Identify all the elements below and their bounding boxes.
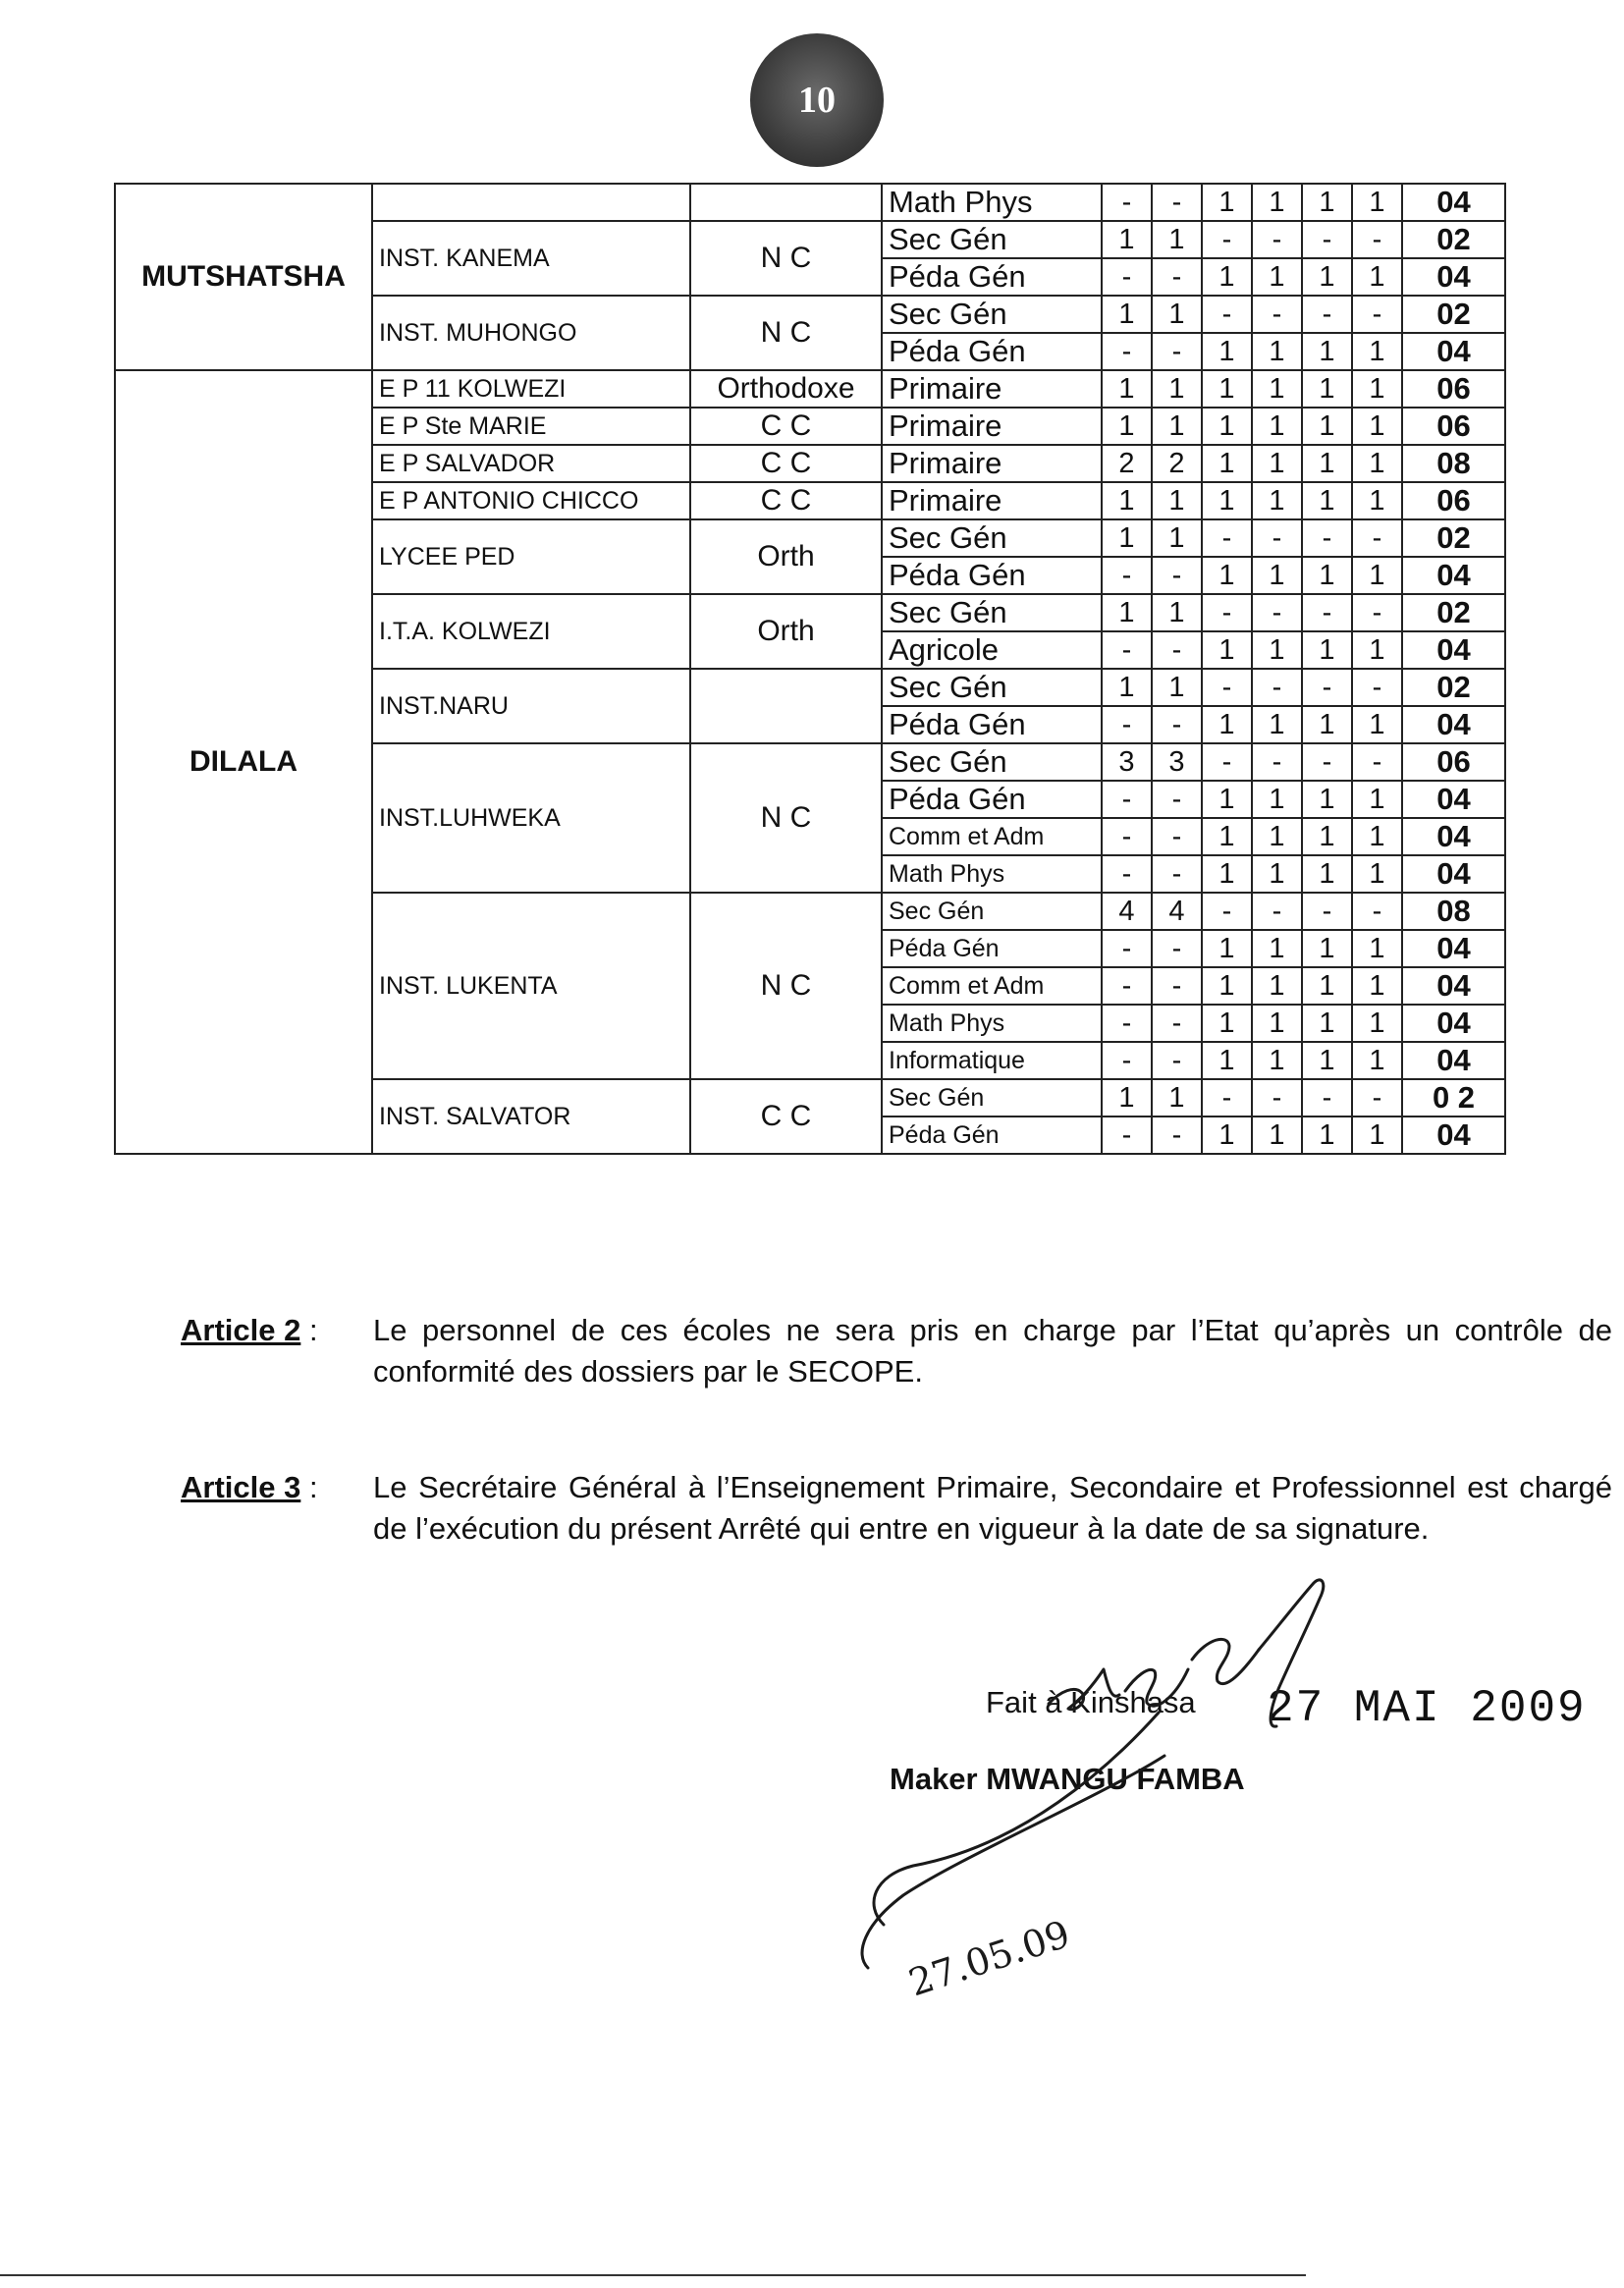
class-count-2: 2: [1152, 445, 1202, 482]
school-name: INST.NARU: [372, 669, 690, 743]
class-count-4: 1: [1252, 818, 1302, 855]
total-classes: 04: [1402, 855, 1505, 893]
class-count-4: 1: [1252, 781, 1302, 818]
class-count-2: -: [1152, 557, 1202, 594]
class-count-5: 1: [1302, 482, 1352, 519]
class-count-2: -: [1152, 930, 1202, 967]
class-count-6: 1: [1352, 557, 1402, 594]
total-classes: 04: [1402, 1117, 1505, 1154]
class-count-3: -: [1202, 743, 1252, 781]
class-count-2: 1: [1152, 408, 1202, 445]
class-count-6: -: [1352, 669, 1402, 706]
class-count-3: 1: [1202, 1042, 1252, 1079]
class-count-6: -: [1352, 221, 1402, 258]
class-count-3: 1: [1202, 781, 1252, 818]
class-count-6: 1: [1352, 1117, 1402, 1154]
class-count-6: 1: [1352, 184, 1402, 221]
class-count-1: -: [1102, 855, 1152, 893]
total-classes: 04: [1402, 781, 1505, 818]
section-name: Sec Gén: [882, 296, 1102, 333]
class-count-3: -: [1202, 519, 1252, 557]
class-count-5: -: [1302, 669, 1352, 706]
class-count-5: 1: [1302, 818, 1352, 855]
class-count-5: 1: [1302, 184, 1352, 221]
class-count-3: -: [1202, 296, 1252, 333]
article-3-separator: :: [300, 1470, 318, 1504]
management-regime: C C: [690, 408, 882, 445]
section-name: Sec Gén: [882, 594, 1102, 631]
class-count-5: -: [1302, 1079, 1352, 1117]
total-classes: 04: [1402, 930, 1505, 967]
class-count-4: 1: [1252, 1042, 1302, 1079]
class-count-6: 1: [1352, 482, 1402, 519]
total-classes: 02: [1402, 296, 1505, 333]
class-count-4: -: [1252, 519, 1302, 557]
class-count-1: -: [1102, 818, 1152, 855]
total-classes: 06: [1402, 370, 1505, 408]
class-count-5: 1: [1302, 445, 1352, 482]
class-count-6: 1: [1352, 1005, 1402, 1042]
class-count-5: 1: [1302, 930, 1352, 967]
class-count-6: -: [1352, 893, 1402, 930]
table-row: [115, 370, 1505, 408]
class-count-2: -: [1152, 967, 1202, 1005]
class-count-5: -: [1302, 893, 1352, 930]
class-count-3: -: [1202, 1079, 1252, 1117]
class-count-1: 1: [1102, 594, 1152, 631]
class-count-5: 1: [1302, 706, 1352, 743]
class-count-3: 1: [1202, 818, 1252, 855]
school-name: E P Ste MARIE: [372, 408, 690, 445]
article-2-text: Le personnel de ces écoles ne sera pris en charge par l’Etat qu’après un contrôle de conformité des dossiers par le SECOPE.: [373, 1313, 1612, 1389]
class-count-6: -: [1352, 296, 1402, 333]
class-count-6: 1: [1352, 855, 1402, 893]
class-count-3: 1: [1202, 631, 1252, 669]
total-classes: 04: [1402, 706, 1505, 743]
section-name: Péda Gén: [882, 258, 1102, 296]
class-count-4: -: [1252, 743, 1302, 781]
section-name: Primaire: [882, 482, 1102, 519]
class-count-2: -: [1152, 631, 1202, 669]
class-count-2: 1: [1152, 370, 1202, 408]
class-count-5: -: [1302, 594, 1352, 631]
class-count-3: 1: [1202, 408, 1252, 445]
class-count-2: -: [1152, 333, 1202, 370]
total-classes: 04: [1402, 967, 1505, 1005]
section-name: Primaire: [882, 370, 1102, 408]
class-count-2: 1: [1152, 1079, 1202, 1117]
class-count-4: -: [1252, 893, 1302, 930]
class-count-3: 1: [1202, 370, 1252, 408]
class-count-4: 1: [1252, 408, 1302, 445]
management-regime: Orth: [690, 594, 882, 669]
class-count-3: 1: [1202, 967, 1252, 1005]
class-count-5: -: [1302, 519, 1352, 557]
class-count-3: -: [1202, 669, 1252, 706]
class-count-2: -: [1152, 1042, 1202, 1079]
class-count-5: 1: [1302, 408, 1352, 445]
class-count-4: 1: [1252, 370, 1302, 408]
management-regime: N C: [690, 893, 882, 1079]
class-count-6: 1: [1352, 781, 1402, 818]
total-classes: 04: [1402, 818, 1505, 855]
class-count-4: 1: [1252, 258, 1302, 296]
section-name: Comm et Adm: [882, 818, 1102, 855]
management-regime: C C: [690, 445, 882, 482]
total-classes: 08: [1402, 893, 1505, 930]
section-name: Sec Gén: [882, 221, 1102, 258]
management-regime: N C: [690, 743, 882, 893]
class-count-6: 1: [1352, 818, 1402, 855]
class-count-4: 1: [1252, 1005, 1302, 1042]
class-count-3: -: [1202, 221, 1252, 258]
school-name: [372, 184, 690, 221]
table-row: [115, 184, 1505, 221]
class-count-1: -: [1102, 258, 1152, 296]
total-classes: 04: [1402, 1042, 1505, 1079]
class-count-3: -: [1202, 893, 1252, 930]
class-count-3: 1: [1202, 445, 1252, 482]
class-count-6: -: [1352, 519, 1402, 557]
class-count-6: 1: [1352, 631, 1402, 669]
class-count-4: 1: [1252, 706, 1302, 743]
class-count-1: 3: [1102, 743, 1152, 781]
class-count-1: 4: [1102, 893, 1152, 930]
class-count-3: -: [1202, 594, 1252, 631]
total-classes: 0 2: [1402, 1079, 1505, 1117]
class-count-1: -: [1102, 557, 1152, 594]
class-count-2: 1: [1152, 594, 1202, 631]
class-count-5: 1: [1302, 781, 1352, 818]
class-count-1: -: [1102, 1042, 1152, 1079]
section-name: Primaire: [882, 445, 1102, 482]
class-count-1: 1: [1102, 669, 1152, 706]
section-name: Math Phys: [882, 184, 1102, 221]
section-name: Primaire: [882, 408, 1102, 445]
class-count-5: -: [1302, 296, 1352, 333]
total-classes: 02: [1402, 669, 1505, 706]
class-count-1: -: [1102, 333, 1152, 370]
school-name: INST. KANEMA: [372, 221, 690, 296]
class-count-1: 1: [1102, 519, 1152, 557]
class-count-6: 1: [1352, 1042, 1402, 1079]
class-count-1: 1: [1102, 482, 1152, 519]
page-number-badge: 10: [750, 33, 884, 167]
total-classes: 02: [1402, 594, 1505, 631]
zone-name: DILALA: [115, 370, 372, 1154]
class-count-5: -: [1302, 221, 1352, 258]
class-count-1: -: [1102, 930, 1152, 967]
school-name: LYCEE PED: [372, 519, 690, 594]
class-count-6: 1: [1352, 333, 1402, 370]
class-count-3: 1: [1202, 557, 1252, 594]
class-count-2: 1: [1152, 296, 1202, 333]
class-count-1: 1: [1102, 221, 1152, 258]
class-count-2: 1: [1152, 482, 1202, 519]
section-name: Péda Gén: [882, 706, 1102, 743]
class-count-4: 1: [1252, 557, 1302, 594]
class-count-3: 1: [1202, 184, 1252, 221]
management-regime: Orth: [690, 519, 882, 594]
management-regime: [690, 184, 882, 221]
class-count-4: -: [1252, 594, 1302, 631]
class-count-5: 1: [1302, 855, 1352, 893]
class-count-2: -: [1152, 818, 1202, 855]
school-name: I.T.A. KOLWEZI: [372, 594, 690, 669]
class-count-6: 1: [1352, 706, 1402, 743]
class-count-6: -: [1352, 594, 1402, 631]
class-count-4: -: [1252, 296, 1302, 333]
management-regime: C C: [690, 482, 882, 519]
class-count-5: 1: [1302, 967, 1352, 1005]
stamped-date: 27 MAI 2009: [1267, 1683, 1587, 1734]
class-count-5: 1: [1302, 557, 1352, 594]
school-name: E P 11 KOLWEZI: [372, 370, 690, 408]
class-count-6: 1: [1352, 445, 1402, 482]
class-count-4: 1: [1252, 1117, 1302, 1154]
class-count-5: 1: [1302, 258, 1352, 296]
article-2-label: Article 2: [181, 1313, 301, 1347]
class-count-1: -: [1102, 1005, 1152, 1042]
handwritten-date: 27.05.09: [903, 1912, 1075, 2005]
article-3-text: Le Secrétaire Général à l’Enseignement Primaire, Secondaire et Professionnel est chargé de l’exécution du présent Arrêté qui entre en vigueur à la date de sa signature.: [373, 1470, 1612, 1546]
class-count-2: -: [1152, 1117, 1202, 1154]
section-name: Informatique: [882, 1042, 1102, 1079]
class-count-1: -: [1102, 781, 1152, 818]
class-count-1: 1: [1102, 408, 1152, 445]
school-name: E P ANTONIO CHICCO: [372, 482, 690, 519]
class-count-2: 3: [1152, 743, 1202, 781]
school-name: INST. LUKENTA: [372, 893, 690, 1079]
signatory-name: Maker MWANGU FAMBA: [890, 1762, 1245, 1796]
total-classes: 04: [1402, 184, 1505, 221]
class-count-6: -: [1352, 743, 1402, 781]
total-classes: 04: [1402, 1005, 1505, 1042]
management-regime: [690, 669, 882, 743]
class-count-4: 1: [1252, 967, 1302, 1005]
class-count-1: -: [1102, 184, 1152, 221]
class-count-2: -: [1152, 184, 1202, 221]
section-name: Comm et Adm: [882, 967, 1102, 1005]
section-name: Péda Gén: [882, 781, 1102, 818]
class-count-5: -: [1302, 743, 1352, 781]
zone-name: MUTSHATSHA: [115, 184, 372, 370]
total-classes: 04: [1402, 557, 1505, 594]
class-count-2: 1: [1152, 669, 1202, 706]
class-count-2: -: [1152, 706, 1202, 743]
section-name: Agricole: [882, 631, 1102, 669]
section-name: Sec Gén: [882, 1079, 1102, 1117]
class-count-4: 1: [1252, 482, 1302, 519]
section-name: Sec Gén: [882, 893, 1102, 930]
class-count-1: 2: [1102, 445, 1152, 482]
class-count-6: 1: [1352, 967, 1402, 1005]
total-classes: 08: [1402, 445, 1505, 482]
class-count-3: 1: [1202, 855, 1252, 893]
class-count-6: 1: [1352, 258, 1402, 296]
management-regime: N C: [690, 296, 882, 370]
total-classes: 02: [1402, 519, 1505, 557]
class-count-1: -: [1102, 1117, 1152, 1154]
class-count-6: 1: [1352, 370, 1402, 408]
section-name: Péda Gén: [882, 930, 1102, 967]
class-count-3: 1: [1202, 1117, 1252, 1154]
class-count-1: -: [1102, 706, 1152, 743]
total-classes: 02: [1402, 221, 1505, 258]
class-count-3: 1: [1202, 706, 1252, 743]
school-name: INST. MUHONGO: [372, 296, 690, 370]
class-count-4: 1: [1252, 631, 1302, 669]
class-count-4: 1: [1252, 445, 1302, 482]
section-name: Sec Gén: [882, 519, 1102, 557]
class-count-3: 1: [1202, 258, 1252, 296]
management-regime: N C: [690, 221, 882, 296]
class-count-3: 1: [1202, 333, 1252, 370]
class-count-1: 1: [1102, 370, 1152, 408]
page-bottom-rule: [0, 2274, 1306, 2276]
section-name: Sec Gén: [882, 669, 1102, 706]
school-name: INST. SALVATOR: [372, 1079, 690, 1154]
section-name: Péda Gén: [882, 557, 1102, 594]
class-count-3: 1: [1202, 1005, 1252, 1042]
total-classes: 06: [1402, 482, 1505, 519]
total-classes: 06: [1402, 408, 1505, 445]
section-name: Sec Gén: [882, 743, 1102, 781]
class-count-2: -: [1152, 258, 1202, 296]
total-classes: 06: [1402, 743, 1505, 781]
management-regime: C C: [690, 1079, 882, 1154]
class-count-6: 1: [1352, 408, 1402, 445]
article-2-separator: :: [300, 1313, 318, 1347]
class-count-1: 1: [1102, 296, 1152, 333]
class-count-1: -: [1102, 967, 1152, 1005]
school-allocation-table: [114, 183, 1506, 1155]
class-count-2: -: [1152, 1005, 1202, 1042]
place-of-signature: Fait à Kinshasa: [986, 1685, 1196, 1719]
section-name: Math Phys: [882, 855, 1102, 893]
class-count-5: 1: [1302, 631, 1352, 669]
class-count-1: 1: [1102, 1079, 1152, 1117]
class-count-6: 1: [1352, 930, 1402, 967]
class-count-2: 1: [1152, 519, 1202, 557]
class-count-2: 1: [1152, 221, 1202, 258]
school-name: INST.LUHWEKA: [372, 743, 690, 893]
class-count-1: -: [1102, 631, 1152, 669]
class-count-2: -: [1152, 781, 1202, 818]
class-count-5: 1: [1302, 370, 1352, 408]
total-classes: 04: [1402, 258, 1505, 296]
class-count-5: 1: [1302, 1042, 1352, 1079]
class-count-4: 1: [1252, 855, 1302, 893]
class-count-4: 1: [1252, 333, 1302, 370]
class-count-4: 1: [1252, 184, 1302, 221]
class-count-3: 1: [1202, 930, 1252, 967]
class-count-6: -: [1352, 1079, 1402, 1117]
class-count-2: 4: [1152, 893, 1202, 930]
class-count-5: 1: [1302, 1117, 1352, 1154]
section-name: Péda Gén: [882, 1117, 1102, 1154]
article-3-label: Article 3: [181, 1470, 301, 1504]
class-count-2: -: [1152, 855, 1202, 893]
class-count-4: -: [1252, 669, 1302, 706]
class-count-4: 1: [1252, 930, 1302, 967]
school-name: E P SALVADOR: [372, 445, 690, 482]
management-regime: Orthodoxe: [690, 370, 882, 408]
class-count-4: -: [1252, 1079, 1302, 1117]
section-name: Péda Gén: [882, 333, 1102, 370]
class-count-3: 1: [1202, 482, 1252, 519]
section-name: Math Phys: [882, 1005, 1102, 1042]
class-count-4: -: [1252, 221, 1302, 258]
total-classes: 04: [1402, 631, 1505, 669]
total-classes: 04: [1402, 333, 1505, 370]
class-count-5: 1: [1302, 333, 1352, 370]
class-count-5: 1: [1302, 1005, 1352, 1042]
